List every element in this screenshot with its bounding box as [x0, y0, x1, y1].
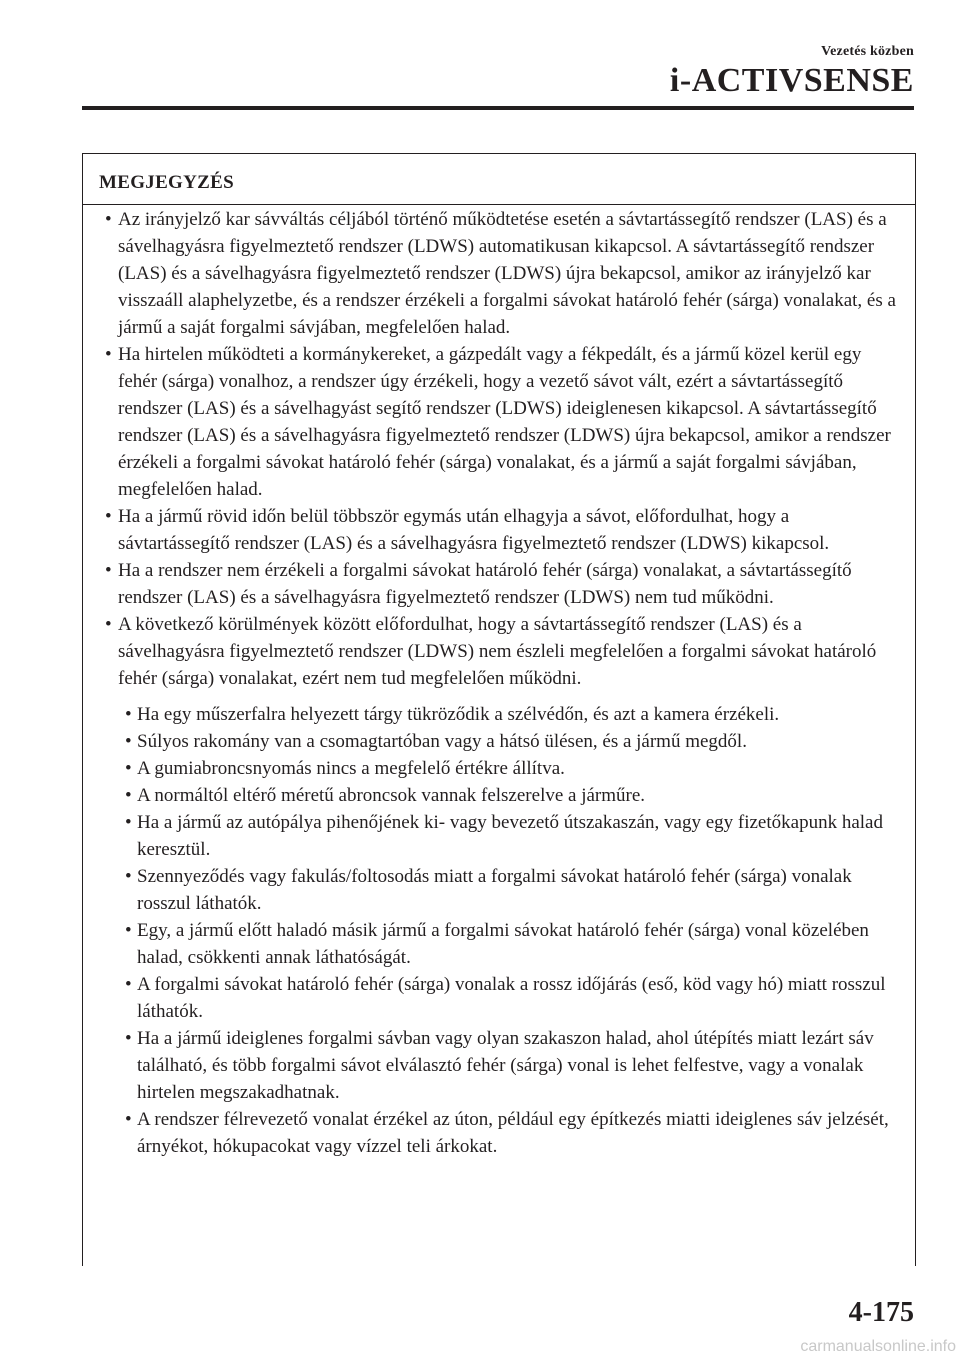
condition-item: [83, 863, 915, 917]
bullet-icon: •: [105, 614, 112, 635]
condition-item: [83, 1106, 915, 1160]
condition-item: [83, 728, 915, 755]
condition-item-text: Ha egy műszerfalra helyezett tárgy tükröződik a szélvédőn, és azt a kamera érzékeli.: [137, 704, 780, 725]
note-item-text: Ha a jármű rövid időn belül többször egymás után elhagyja a sávot, előfordulhat, hogy a sávtartássegítő rendszer (LAS) és a sávelhagyásra figyelmeztető rendszer (LDWS) kikapcsol.: [118, 506, 830, 554]
condition-item: [83, 782, 915, 809]
condition-item: [83, 971, 915, 1025]
bullet-icon: •: [105, 560, 112, 581]
condition-item-text: Ha a jármű ideiglenes forgalmi sávban vagy olyan szakaszon halad, ahol útépítés miatt lezárt sáv található, és több forgalmi sávot elválasztó fehér (sárga) vonal is lehet felfestve, vagy a vonalak hirtelen megszakadhatnak.: [137, 1028, 874, 1103]
condition-item-text: Súlyos rakomány van a csomagtartóban vagy a hátsó ülésen, és a jármű megdől.: [137, 731, 747, 752]
note-item: [83, 503, 915, 557]
condition-item-text: Ha a jármű az autópálya pihenőjének ki- vagy bevezető útszakaszán, vagy egy fizetőkapunk halad keresztül.: [137, 812, 883, 860]
note-item: [83, 557, 915, 611]
bullet-icon: •: [125, 758, 132, 779]
bullet-icon: •: [125, 1109, 132, 1130]
note-title: MEGJEGYZÉS: [99, 172, 234, 193]
note-divider: [83, 204, 915, 205]
condition-item: [83, 701, 915, 728]
condition-item: [83, 809, 915, 863]
bullet-icon: •: [125, 785, 132, 806]
bullet-icon: •: [125, 866, 132, 887]
condition-item-text: Szennyeződés vagy fakulás/foltosodás miatt a forgalmi sávokat határoló fehér (sárga) vonalak rosszul láthatók.: [137, 866, 852, 914]
note-item-text: Ha hirtelen működteti a kormánykereket, a gázpedált vagy a fékpedált, és a jármű közel kerül egy fehér (sárga) vonalhoz, a rendszer úgy érzékeli, hogy a vezető sávot vált, ezért a sávtartássegítő rendszer (LAS) és a sávelhagyást segítő rendszer (LDWS) ideiglenesen kikapcsol. A sávtartássegítő rendszer (LAS) és a sávelhagyásra figyelmeztető rendszer (LDWS) újra bekapcsol, amikor a rendszer érzékeli a forgalmi sávokat határoló fehér (sárga) vonalakat, és a jármű a saját forgalmi sávjában, megfelelően halad.: [118, 344, 891, 500]
condition-item-text: A normáltól eltérő méretű abroncsok vannak felszerelve a járműre.: [137, 785, 646, 806]
condition-item: [83, 755, 915, 782]
note-item-text: Ha a rendszer nem érzékeli a forgalmi sávokat határoló fehér (sárga) vonalakat, a sávtartássegítő rendszer (LAS) és a sávelhagyásra figyelmeztető rendszer (LDWS) nem tud működni.: [118, 560, 852, 608]
watermark: carmanualsonline.info: [800, 1338, 956, 1355]
note-item: [83, 341, 915, 503]
condition-item-text: A gumiabroncsnyomás nincs a megfelelő értékre állítva.: [137, 758, 565, 779]
bullet-icon: •: [125, 731, 132, 752]
bullet-icon: •: [125, 704, 132, 725]
chapter-title: i-ACTIVSENSE: [669, 62, 914, 99]
bullet-icon: •: [125, 1028, 132, 1049]
bullet-icon: •: [105, 344, 112, 365]
condition-item: [83, 917, 915, 971]
condition-item-text: A forgalmi sávokat határoló fehér (sárga) vonalak a rossz időjárás (eső, köd vagy hó) miatt rosszul láthatók.: [137, 974, 886, 1022]
condition-item: [83, 1025, 915, 1106]
note-box: [82, 153, 916, 1266]
note-item: [83, 611, 915, 692]
note-list: [83, 206, 915, 1160]
section-title: Vezetés közben: [821, 44, 914, 59]
bullet-icon: •: [125, 920, 132, 941]
condition-item-text: Egy, a jármű előtt haladó másik jármű a forgalmi sávokat határoló fehér (sárga) vonal közelében halad, csökkenti annak láthatóságát.: [137, 920, 869, 968]
note-item-text: Az irányjelző kar sávváltás céljából történő működtetése esetén a sávtartássegítő rendszer (LAS) és a sávelhagyásra figyelmeztető rendszer (LDWS) automatikusan kikapcsol. A sávtartássegítő rendszer (LAS) és a sávelhagyásra figyelmeztető rendszer (LDWS) újra bekapcsol, amikor az irányjelző kar visszaáll alaphelyzetbe, és a rendszer érzékeli a forgalmi sávokat határoló fehér (sárga) vonalakat, és a jármű a saját forgalmi sávjában, megfelelően halad.: [118, 209, 896, 338]
bullet-icon: •: [125, 812, 132, 833]
condition-sublist: [83, 701, 915, 1160]
header-rule: [82, 106, 914, 110]
page-number: 4-175: [848, 1297, 914, 1328]
bullet-icon: •: [105, 506, 112, 527]
note-item-text: A következő körülmények között előfordulhat, hogy a sávtartássegítő rendszer (LAS) és a sávelhagyásra figyelmeztető rendszer (LDWS) nem észleli megfelelően a forgalmi sávokat határoló fehér (sárga) vonalakat, ezért nem tud megfelelően működni.: [118, 614, 877, 689]
bullet-icon: •: [105, 209, 112, 230]
page-header: [0, 0, 960, 120]
condition-item-text: A rendszer félrevezető vonalat érzékel az úton, például egy építkezés miatti ideiglenes sáv jelzését, árnyékot, hókupacokat vagy vízzel teli árkokat.: [137, 1109, 889, 1157]
note-item: [83, 206, 915, 341]
bullet-icon: •: [125, 974, 132, 995]
